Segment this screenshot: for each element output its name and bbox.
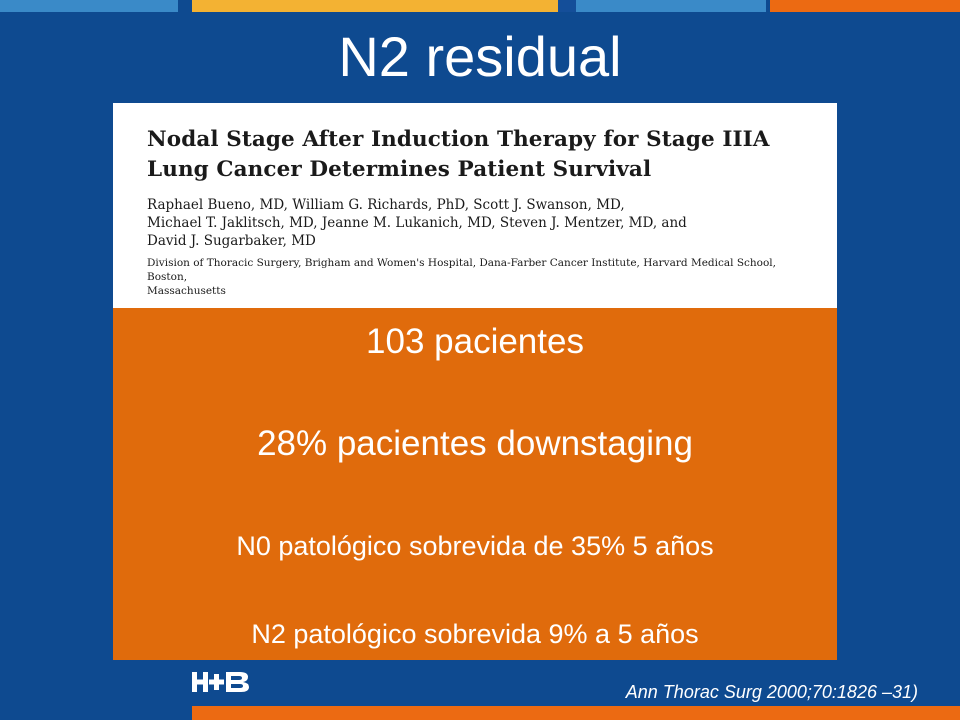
top-stripe-dark-blue: [558, 0, 576, 12]
paper-title: [147, 125, 809, 185]
hospital-logo-icon: [192, 670, 252, 694]
citation: Ann Thorac Surg 2000;70:1826 –31): [625, 682, 918, 702]
top-stripe-light-blue: [0, 0, 178, 12]
paper-affiliation-line-1: Division of Thoracic Surgery, Brigham and Women's Hospital, Dana-Farber Cancer Institute, Harvard Medical School, Boston,: [147, 257, 776, 283]
slide-title: N2 residual: [338, 25, 622, 88]
top-stripe-orange: [770, 0, 960, 12]
bottom-stripe-orange: [192, 706, 960, 720]
finding-n2-survival: N2 patológico sobrevida 9% a 5 años: [251, 619, 699, 649]
finding-downstaging: 28% pacientes downstaging: [257, 424, 693, 463]
top-stripe-light-blue-2: [576, 0, 766, 12]
paper-title-line-2: Lung Cancer Determines Patient Survival: [147, 157, 652, 182]
findings-box: [113, 308, 837, 660]
finding-n0-survival: N0 patológico sobrevida de 35% 5 años: [236, 531, 714, 561]
paper-affiliation-line-2: Massachusetts: [147, 285, 226, 297]
paper-authors: [147, 196, 809, 250]
paper-authors-line-2: Michael T. Jaklitsch, MD, Jeanne M. Lukanich, MD, Steven J. Mentzer, MD, and: [147, 215, 687, 231]
finding-patients: 103 pacientes: [366, 322, 584, 361]
bottom-stripe-blue: [0, 706, 178, 720]
paper-affiliation: [147, 256, 809, 298]
paper-authors-line-3: David J. Sugarbaker, MD: [147, 233, 316, 249]
paper-authors-line-1: Raphael Bueno, MD, William G. Richards, PhD, Scott J. Swanson, MD,: [147, 197, 625, 213]
paper-header-image: [113, 103, 837, 308]
top-stripe-yellow: [192, 0, 558, 12]
paper-title-line-1: Nodal Stage After Induction Therapy for Stage IIIA: [147, 127, 770, 152]
